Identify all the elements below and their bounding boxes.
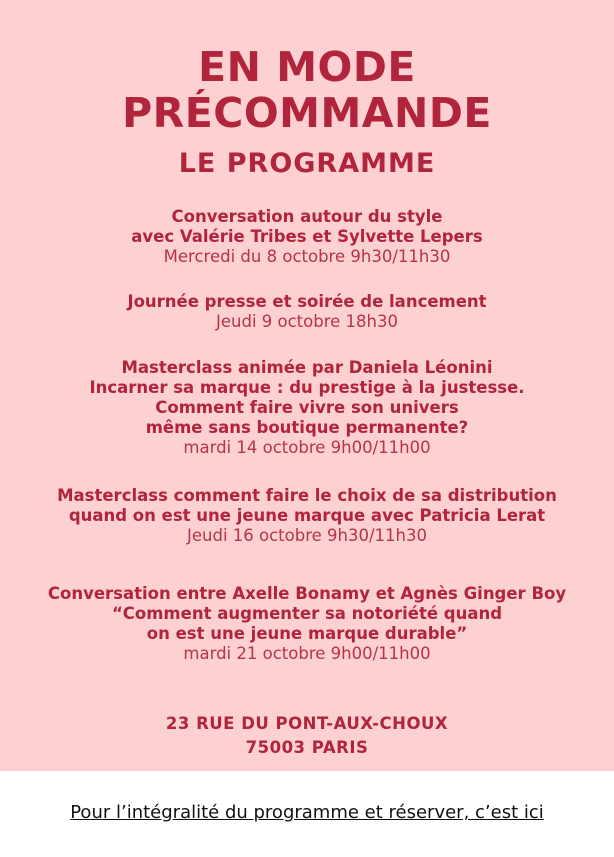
cta-bar	[0, 771, 614, 857]
event-4-title-line-2: quand on est une jeune marque avec Patricia Lerat	[68, 506, 546, 525]
event-5-title-line-1: Conversation entre Axelle Bonamy et Agnès Ginger Boy	[47, 584, 567, 603]
event-3-date: mardi 14 octobre 9h00/11h00	[183, 438, 431, 457]
event-2-date: Jeudi 9 octobre 18h30	[216, 312, 398, 331]
event-2-title-line-1: Journée presse et soirée de lancement	[127, 292, 487, 311]
event-5	[0, 584, 614, 664]
event-5-title-line-3: on est une jeune marque durable”	[146, 624, 468, 643]
booking-link[interactable]: Pour l’intégralité du programme et réserver, c’est ici	[70, 802, 544, 823]
poster-title-line2: PRÉCOMMANDE	[122, 89, 492, 137]
poster-subtitle: LE PROGRAMME	[178, 148, 436, 179]
address-city: 75003 PARIS	[245, 738, 369, 757]
event-1-title-line-1: Conversation autour du style	[171, 207, 443, 226]
event-4	[0, 486, 614, 546]
event-3-title-line-1: Masterclass animée par Daniela Léonini	[121, 358, 493, 377]
event-3-title-line-4: même sans boutique permanente?	[145, 418, 469, 437]
event-4-date: Jeudi 16 octobre 9h30/11h30	[187, 526, 427, 545]
event-3-title-line-3: Comment faire vivre son univers	[155, 398, 459, 417]
event-1-title-line-2: avec Valérie Tribes et Sylvette Lepers	[131, 227, 483, 246]
event-5-title-line-2: “Comment augmenter sa notoriété quand	[111, 604, 503, 623]
event-1	[0, 207, 614, 267]
address-street: 23 RUE DU PONT-AUX-CHOUX	[165, 714, 449, 733]
event-2	[0, 292, 614, 332]
event-1-date: Mercredi du 8 octobre 9h30/11h30	[163, 247, 451, 266]
event-4-title-line-1: Masterclass comment faire le choix de sa distribution	[57, 486, 557, 505]
poster-title-line1: EN MODE	[198, 43, 416, 91]
event-3	[0, 358, 614, 458]
event-3-title-line-2: Incarner sa marque : du prestige à la justesse.	[89, 378, 525, 397]
venue-address	[0, 712, 614, 760]
event-5-date: mardi 21 octobre 9h00/11h00	[183, 644, 431, 663]
